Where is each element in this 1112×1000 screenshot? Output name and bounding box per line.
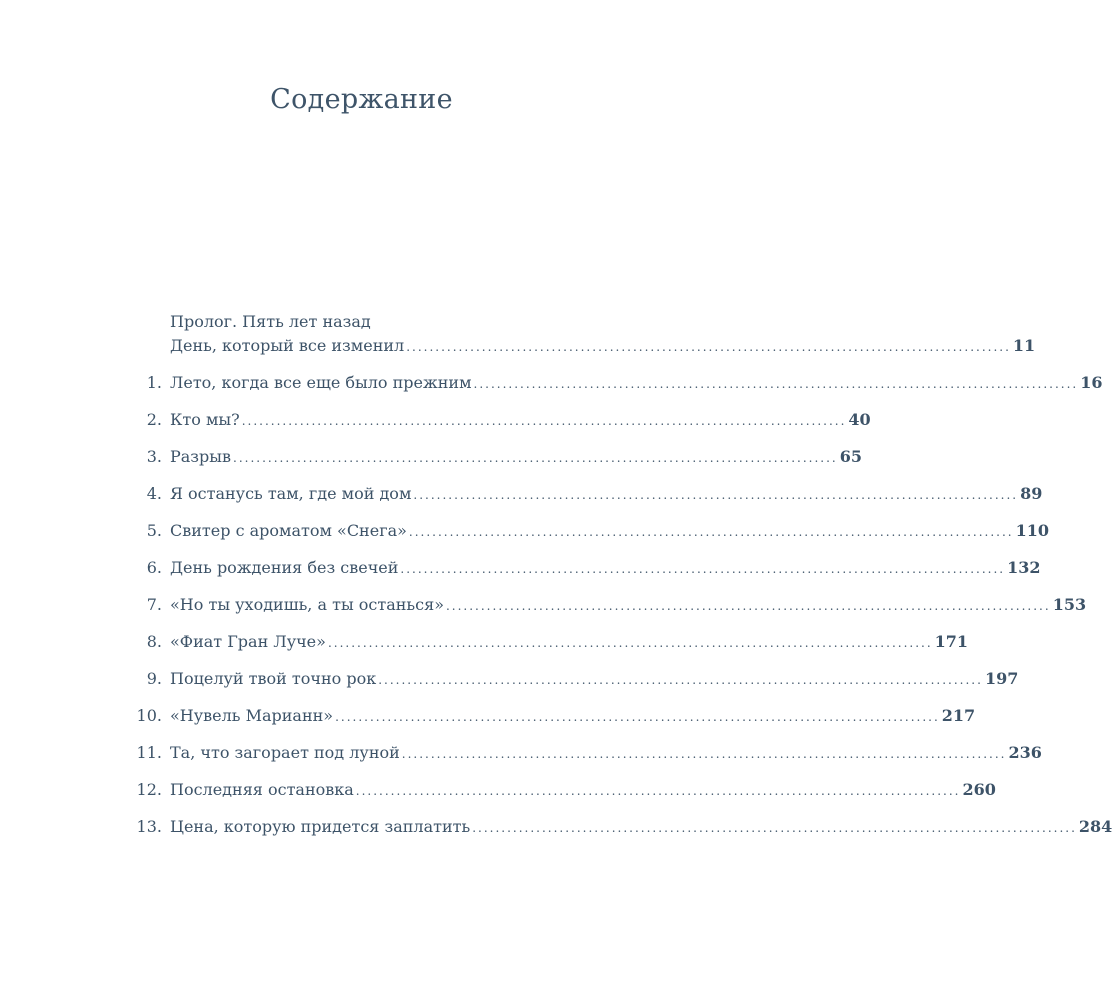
dot-leader: ........................................................................................................	[401, 747, 1007, 761]
toc-entry-11[interactable]	[0, 741, 1042, 765]
dot-leader: ........................................................................................................	[413, 488, 1019, 502]
toc-entry-number: 9.	[146, 669, 162, 688]
toc-entry-page: 11	[1012, 336, 1036, 355]
toc-entry-body	[170, 408, 871, 433]
toc-entry-9[interactable]	[0, 667, 1019, 691]
toc-entry-title: Поцелуй твой точно рок	[170, 669, 377, 688]
toc-entry-number: 6.	[146, 558, 162, 577]
toc-entry-number: 7.	[146, 595, 162, 614]
dot-leader: ........................................................................................................	[408, 525, 1014, 539]
dot-leader: ........................................................................................................	[472, 821, 1077, 835]
toc-entry-10[interactable]	[0, 704, 976, 728]
dot-leader: ........................................................................................................	[473, 377, 1079, 391]
page-title: Содержание	[270, 84, 453, 115]
toc-entry-title: Цена, которую придется заплатить	[170, 817, 471, 836]
toc-entry-5[interactable]	[0, 519, 1050, 543]
toc-entry-body	[170, 334, 1036, 359]
toc-entry-page: 110	[1015, 521, 1050, 540]
toc-entry-page: 260	[962, 780, 996, 799]
dot-leader: ........................................................................................................	[400, 562, 1006, 576]
toc-entry-title: Разрыв	[170, 447, 232, 466]
toc-entry-number: 10.	[136, 706, 162, 725]
toc-entry-7[interactable]	[0, 593, 1087, 617]
toc-entry-title: День рождения без свечей	[170, 558, 399, 577]
toc-entry-body	[170, 778, 996, 803]
toc-entry-body	[170, 815, 1112, 840]
dot-leader: ........................................................................................................	[406, 340, 1011, 354]
toc-entry-page: 171	[934, 632, 969, 651]
toc-entry-number: 5.	[146, 521, 162, 540]
toc-entry-title: Я останусь там, где мой дом	[170, 484, 412, 503]
toc-entry-title: Последняя остановка	[170, 780, 354, 799]
toc-entry-title: «Нувель Марианн»	[170, 706, 334, 725]
dot-leader: ........................................................................................................	[335, 710, 940, 724]
toc-entry-number: 2.	[146, 410, 162, 429]
toc-entry-number: 1.	[146, 373, 162, 392]
toc-entry-page: 132	[1007, 558, 1041, 577]
toc-entry-body	[170, 593, 1087, 618]
dot-leader: ........................................................................................................	[355, 784, 961, 798]
toc-entry-prologue[interactable]	[0, 334, 1036, 358]
toc-entry-title: Та, что загорает под луной	[170, 743, 400, 762]
toc-entry-title: «Но ты уходишь, а ты останься»	[170, 595, 444, 614]
toc-entry-title: Кто мы?	[170, 410, 240, 429]
toc-entry-title: День, который все изменил	[170, 336, 405, 355]
toc-entry-2[interactable]	[0, 408, 871, 432]
toc-entry-page: 40	[848, 410, 871, 429]
toc-entry-title: Лето, когда все еще было прежним	[170, 373, 472, 392]
toc-entry-body	[170, 519, 1050, 544]
toc-entry-body	[170, 667, 1019, 692]
toc-entry-title: Свитер с ароматом «Снега»	[170, 521, 407, 540]
toc-entry-number: 12.	[136, 780, 162, 799]
toc-entry-page: 65	[839, 447, 862, 466]
toc-entry-13[interactable]	[0, 815, 1112, 839]
prologue-heading: Пролог. Пять лет назад	[170, 312, 371, 331]
toc-entry-page: 89	[1020, 484, 1043, 503]
toc-entry-page: 197	[984, 669, 1019, 688]
toc-entry-number: 3.	[146, 447, 162, 466]
toc-entry-body	[170, 704, 976, 729]
toc-entry-6[interactable]	[0, 556, 1041, 580]
toc-entry-3[interactable]	[0, 445, 862, 469]
toc-entry-title: «Фиат Гран Луче»	[170, 632, 326, 651]
toc-entry-4[interactable]	[0, 482, 1043, 506]
dot-leader: ........................................................................................................	[327, 636, 933, 650]
toc-entry-page: 16	[1080, 373, 1103, 392]
toc-entry-1[interactable]	[0, 371, 1103, 395]
toc-entry-body	[170, 630, 969, 655]
toc-entry-page: 153	[1052, 595, 1087, 614]
toc-entry-page: 236	[1008, 743, 1042, 762]
dot-leader: ........................................................................................................	[233, 451, 838, 465]
toc-entry-8[interactable]	[0, 630, 969, 654]
toc-entry-body	[170, 371, 1103, 396]
dot-leader: ........................................................................................................	[241, 414, 847, 428]
toc-entry-body	[170, 445, 862, 470]
toc-entry-body	[170, 556, 1041, 581]
dot-leader: ........................................................................................................	[378, 673, 983, 687]
toc-entry-body	[170, 741, 1042, 766]
toc-entry-number: 11.	[136, 743, 162, 762]
toc-entry-page: 284	[1078, 817, 1112, 836]
toc-entry-body	[170, 482, 1043, 507]
toc-entry-number: 8.	[146, 632, 162, 651]
toc-entry-12[interactable]	[0, 778, 996, 802]
toc-entry-page: 217	[941, 706, 976, 725]
toc-entry-number: 4.	[146, 484, 162, 503]
toc-entry-number: 13.	[136, 817, 162, 836]
dot-leader: ........................................................................................................	[445, 599, 1051, 613]
